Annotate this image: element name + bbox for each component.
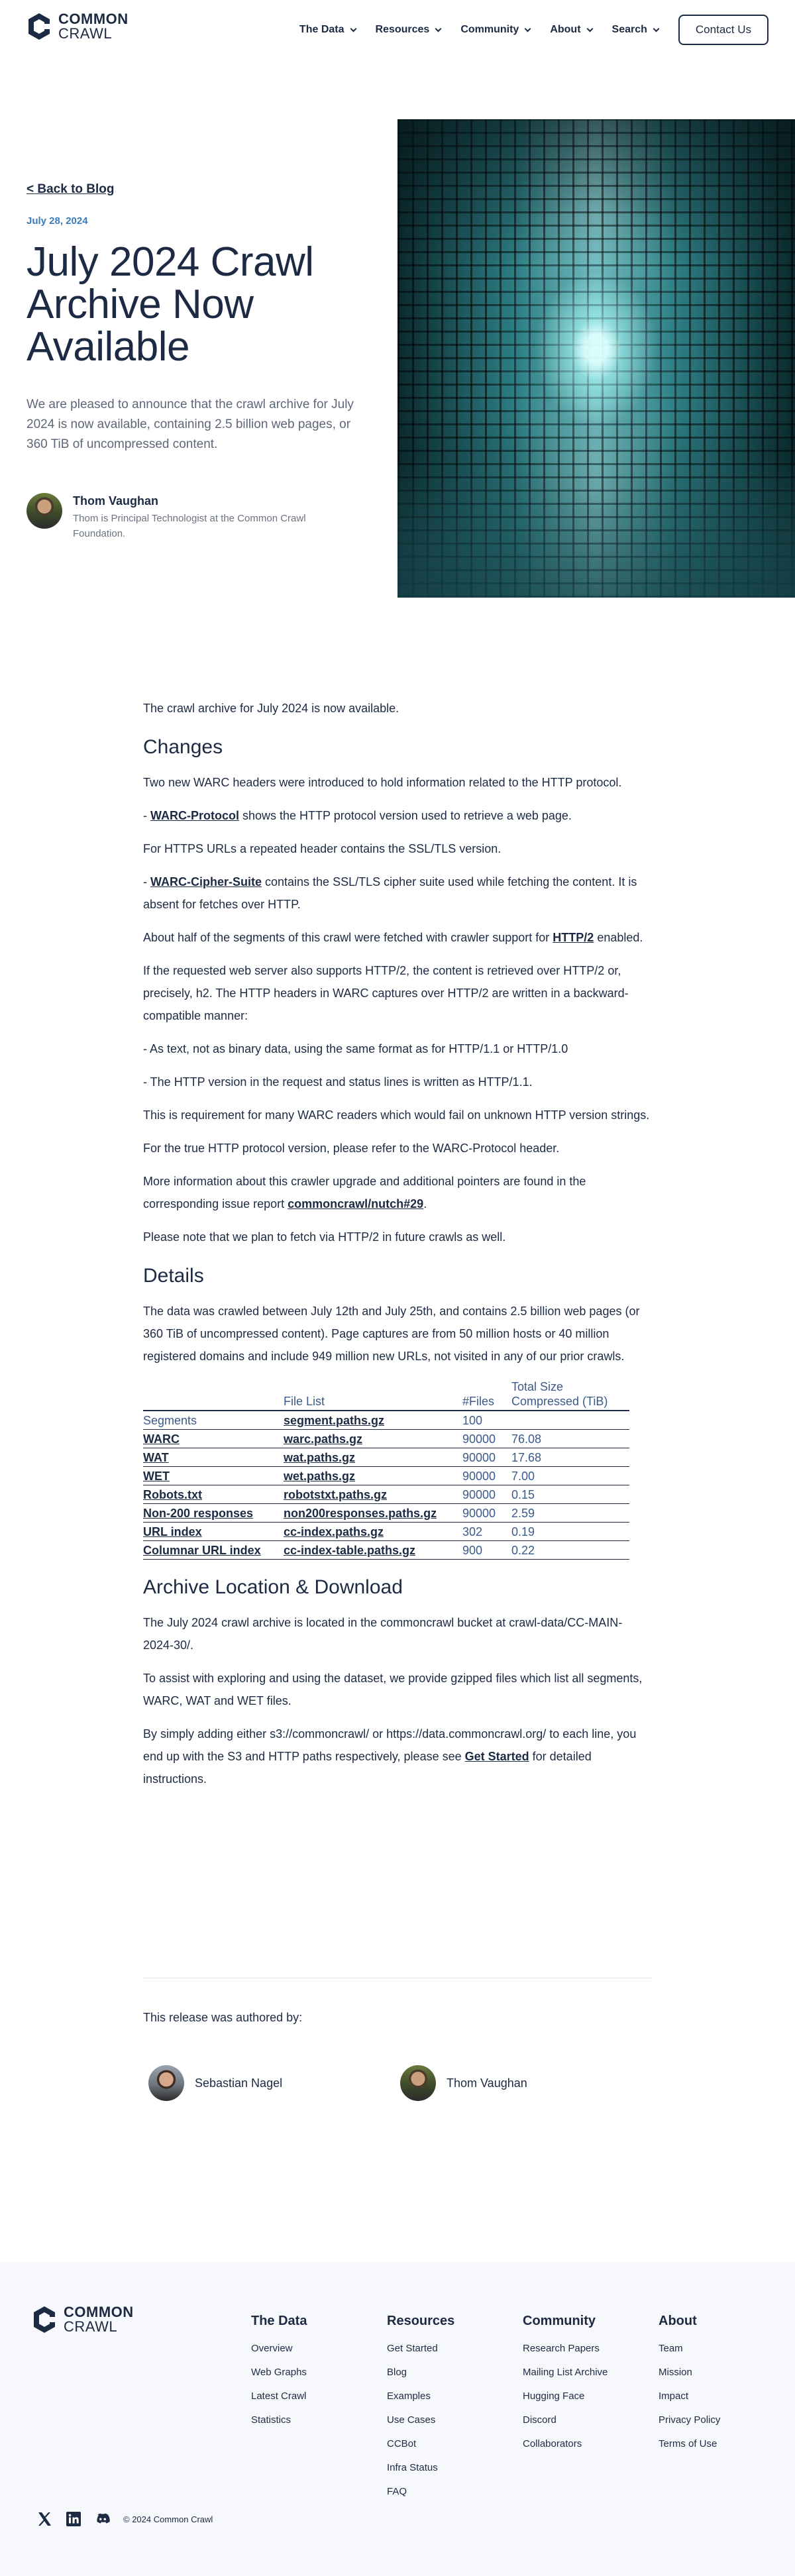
file-count: 90000 bbox=[462, 1448, 511, 1467]
footer-logo[interactable] bbox=[32, 2305, 134, 2334]
footer-column-community bbox=[523, 2314, 608, 2461]
paragraph: More information about this crawler upgrade and additional pointers are found in the corresponding issue report commoncrawl/nutch#29. bbox=[143, 1175, 586, 1210]
post-date: July 28, 2024 bbox=[26, 215, 88, 227]
paragraph: - WARC-Protocol shows the HTTP protocol version used to retrieve a web page. bbox=[143, 809, 572, 822]
site-header bbox=[0, 0, 795, 57]
intro-paragraph: The crawl archive for July 2024 is now available. bbox=[143, 702, 399, 715]
footer-link[interactable]: Impact bbox=[659, 2390, 689, 2402]
file-count: 90000 bbox=[462, 1430, 511, 1448]
footer-link[interactable]: Mailing List Archive bbox=[523, 2367, 608, 2378]
heading-archive-location: Archive Location & Download bbox=[143, 1576, 403, 1598]
footer-link[interactable]: Web Graphs bbox=[251, 2367, 307, 2378]
logo-line-1: COMMON bbox=[64, 2304, 134, 2320]
file-count: 900 bbox=[462, 1541, 511, 1560]
file-list-table bbox=[143, 1378, 629, 1560]
paragraph: - As text, not as binary data, using the same format as for HTTP/1.1 or HTTP/1.0 bbox=[143, 1042, 568, 1055]
author-name: Sebastian Nagel bbox=[195, 2076, 283, 2090]
file-list-link[interactable]: robotstxt.paths.gz bbox=[284, 1488, 387, 1501]
table-row bbox=[143, 1504, 629, 1523]
contact-us-button[interactable]: Contact Us bbox=[678, 15, 768, 45]
x-icon[interactable] bbox=[36, 2510, 53, 2528]
total-size: 0.19 bbox=[511, 1523, 629, 1541]
paragraph: The data was crawled between July 12th and July 25th, and contains 2.5 billion web pages (or 360 TiB of uncompressed content). Page captures are from 50 million hosts or 40 million registered domains and include 949 million new URLs, not visited in any of our prior crawls. bbox=[143, 1305, 640, 1363]
total-size: 2.59 bbox=[511, 1504, 629, 1523]
footer-link[interactable]: Infra Status bbox=[387, 2462, 438, 2473]
site-logo[interactable] bbox=[26, 12, 129, 41]
total-size: 76.08 bbox=[511, 1430, 629, 1448]
http2-link[interactable]: HTTP/2 bbox=[553, 931, 594, 944]
paragraph: If the requested web server also supports HTTP/2, the content is retrieved over HTTP/2 or, precisely, h2. The HTTP headers in WARC captures over HTTP/2 are written in a backward-compatible manner: bbox=[143, 964, 629, 1022]
footer-column-resources bbox=[387, 2314, 454, 2509]
nav-the-data[interactable]: The Data bbox=[299, 24, 356, 36]
file-count: 302 bbox=[462, 1523, 511, 1541]
footer-link[interactable]: Overview bbox=[251, 2343, 293, 2354]
table-header: File List bbox=[284, 1378, 462, 1411]
warc-protocol-link[interactable]: WARC-Protocol bbox=[150, 809, 239, 822]
back-to-blog-link[interactable]: < Back to Blog bbox=[26, 182, 115, 196]
footer-link[interactable]: Discord bbox=[523, 2414, 556, 2426]
footer-link[interactable]: FAQ bbox=[387, 2486, 407, 2497]
table-row-name-link[interactable]: URL index bbox=[143, 1525, 202, 1538]
table-header-row bbox=[143, 1378, 629, 1411]
paragraph: To assist with exploring and using the dataset, we provide gzipped files which list all segments, WARC, WAT and WET files. bbox=[143, 1672, 643, 1707]
common-crawl-logo-icon bbox=[32, 2305, 57, 2334]
file-count: 100 bbox=[462, 1411, 511, 1430]
paragraph: Two new WARC headers were introduced to hold information related to the HTTP protocol. bbox=[143, 776, 622, 789]
file-list-link[interactable]: cc-index-table.paths.gz bbox=[284, 1544, 416, 1557]
footer-link[interactable]: Examples bbox=[387, 2390, 431, 2402]
table-row bbox=[143, 1430, 629, 1448]
total-size: 0.15 bbox=[511, 1485, 629, 1504]
chevron-down-icon bbox=[586, 25, 593, 32]
paragraph: Please note that we plan to fetch via HTTP/2 in future crawls as well. bbox=[143, 1230, 506, 1244]
footer-link[interactable]: Latest Crawl bbox=[251, 2390, 307, 2402]
linkedin-icon[interactable] bbox=[65, 2510, 82, 2528]
file-list-link[interactable]: wet.paths.gz bbox=[284, 1470, 356, 1483]
chevron-down-icon bbox=[350, 25, 356, 32]
file-list-link[interactable]: segment.paths.gz bbox=[284, 1414, 385, 1427]
avatar bbox=[26, 493, 62, 529]
table-row-name-link[interactable]: WET bbox=[143, 1470, 170, 1483]
nav-about[interactable]: About bbox=[550, 24, 592, 36]
table-row-name-link[interactable]: Robots.txt bbox=[143, 1488, 202, 1501]
table-row bbox=[143, 1448, 629, 1467]
avatar bbox=[400, 2065, 436, 2101]
table-body bbox=[143, 1411, 629, 1560]
paragraph: By simply adding either s3://commoncrawl/ or https://data.commoncrawl.org/ to each line, you end up with the S3 and HTTP paths respectively, please see Get Started for detailed instructions. bbox=[143, 1727, 637, 1786]
table-row-name-link[interactable]: Columnar URL index bbox=[143, 1544, 261, 1557]
footer-link[interactable]: Research Papers bbox=[523, 2343, 600, 2354]
nav-resources[interactable]: Resources bbox=[376, 24, 441, 36]
article-body bbox=[143, 697, 652, 1801]
logo-line-2: CRAWL bbox=[64, 2318, 118, 2335]
table-row bbox=[143, 1523, 629, 1541]
footer-link[interactable]: Statistics bbox=[251, 2414, 292, 2426]
table-header: Total Size Compressed (TiB) bbox=[511, 1378, 629, 1411]
footer-link[interactable]: Collaborators bbox=[523, 2438, 582, 2449]
hero-section bbox=[26, 182, 358, 541]
authors-list bbox=[148, 2065, 652, 2101]
footer-link[interactable]: Mission bbox=[659, 2367, 692, 2378]
author-bio: Thom is Principal Technologist at the Common Crawl Foundation. bbox=[73, 513, 306, 539]
nav-community[interactable]: Community bbox=[460, 24, 530, 36]
file-count: 90000 bbox=[462, 1504, 511, 1523]
main-nav bbox=[299, 15, 768, 45]
paragraph: - WARC-Cipher-Suite contains the SSL/TLS cipher suite used while fetching the content. It is absent for fetches over HTTP. bbox=[143, 875, 637, 911]
footer-link[interactable]: Blog bbox=[387, 2367, 407, 2378]
total-size bbox=[511, 1411, 629, 1430]
issue-report-link[interactable]: commoncrawl/nutch#29 bbox=[288, 1197, 424, 1210]
authored-by-label: This release was authored by: bbox=[143, 2011, 303, 2024]
discord-icon[interactable] bbox=[94, 2510, 111, 2528]
table-header bbox=[143, 1378, 284, 1411]
author-card[interactable] bbox=[400, 2065, 652, 2101]
table-row bbox=[143, 1541, 629, 1560]
author-card[interactable] bbox=[148, 2065, 400, 2101]
file-count: 90000 bbox=[462, 1485, 511, 1504]
heading-details: Details bbox=[143, 1265, 204, 1287]
footer-bottom bbox=[36, 2510, 213, 2528]
table-row bbox=[143, 1467, 629, 1485]
page-title: July 2024 Crawl Archive Now Available bbox=[26, 239, 314, 370]
chevron-down-icon bbox=[435, 25, 442, 32]
nav-search[interactable]: Search bbox=[612, 24, 659, 36]
paragraph: The July 2024 crawl archive is located in the commoncrawl bucket at crawl-data/CC-MAIN-2024-30/. bbox=[143, 1616, 623, 1652]
footer-column-title: The Data bbox=[251, 2314, 307, 2328]
footer-link[interactable]: Get Started bbox=[387, 2343, 438, 2354]
table-row bbox=[143, 1411, 629, 1430]
footer-link[interactable]: CCBot bbox=[387, 2438, 417, 2449]
paragraph: For HTTPS URLs a repeated header contains the SSL/TLS version. bbox=[143, 842, 502, 855]
common-crawl-logo-icon bbox=[26, 12, 52, 41]
footer-link[interactable]: Hugging Face bbox=[523, 2390, 585, 2402]
table-row-name-link[interactable]: Non-200 responses bbox=[143, 1507, 254, 1520]
heading-changes: Changes bbox=[143, 736, 223, 758]
site-footer bbox=[0, 2263, 795, 2576]
table-header: #Files bbox=[462, 1378, 511, 1411]
footer-link[interactable]: Terms of Use bbox=[659, 2438, 717, 2449]
hero-image bbox=[398, 119, 795, 598]
avatar bbox=[148, 2065, 184, 2101]
paragraph: This is requirement for many WARC readers which would fail on unknown HTTP version strings. bbox=[143, 1108, 650, 1122]
footer-column-about bbox=[659, 2314, 720, 2461]
get-started-link[interactable]: Get Started bbox=[464, 1750, 529, 1763]
file-count: 90000 bbox=[462, 1467, 511, 1485]
author-name: Thom Vaughan bbox=[73, 494, 159, 508]
author-name: Thom Vaughan bbox=[447, 2076, 527, 2090]
file-list-link[interactable]: warc.paths.gz bbox=[284, 1432, 363, 1446]
footer-column-title: About bbox=[659, 2314, 697, 2328]
logo-line-2: CRAWL bbox=[58, 25, 113, 42]
total-size: 17.68 bbox=[511, 1448, 629, 1467]
footer-column-title: Resources bbox=[387, 2314, 455, 2328]
table-row-name-link[interactable]: WARC bbox=[143, 1432, 180, 1446]
footer-link[interactable]: Team bbox=[659, 2343, 683, 2354]
footer-link[interactable]: Use Cases bbox=[387, 2414, 436, 2426]
paragraph: - The HTTP version in the request and status lines is written as HTTP/1.1. bbox=[143, 1075, 533, 1089]
file-list-link[interactable]: wat.paths.gz bbox=[284, 1451, 356, 1464]
footer-column-the-data bbox=[251, 2314, 307, 2438]
chevron-down-icon bbox=[525, 25, 531, 32]
paragraph: About half of the segments of this crawl were fetched with crawler support for HTTP/2 enabled. bbox=[143, 931, 643, 944]
total-size: 0.22 bbox=[511, 1541, 629, 1560]
table-row bbox=[143, 1485, 629, 1504]
footer-column-title: Community bbox=[523, 2314, 596, 2328]
footer-link[interactable]: Privacy Policy bbox=[659, 2414, 721, 2426]
warc-cipher-suite-link[interactable]: WARC-Cipher-Suite bbox=[150, 875, 262, 888]
author-block bbox=[26, 493, 358, 541]
lead-paragraph: We are pleased to announce that the crawl archive for July 2024 is now available, containing 2.5 billion web pages, or 360 TiB of uncompressed content. bbox=[26, 398, 354, 451]
file-list-link[interactable]: non200responses.paths.gz bbox=[284, 1507, 437, 1520]
file-list-link[interactable]: cc-index.paths.gz bbox=[284, 1525, 384, 1538]
chevron-down-icon bbox=[653, 25, 659, 32]
copyright: © 2024 Common Crawl bbox=[123, 2514, 213, 2524]
paragraph: For the true HTTP protocol version, please refer to the WARC-Protocol header. bbox=[143, 1142, 560, 1155]
logo-line-1: COMMON bbox=[58, 11, 129, 27]
table-row-name: Segments bbox=[143, 1411, 284, 1430]
total-size: 7.00 bbox=[511, 1467, 629, 1485]
table-row-name-link[interactable]: WAT bbox=[143, 1451, 169, 1464]
